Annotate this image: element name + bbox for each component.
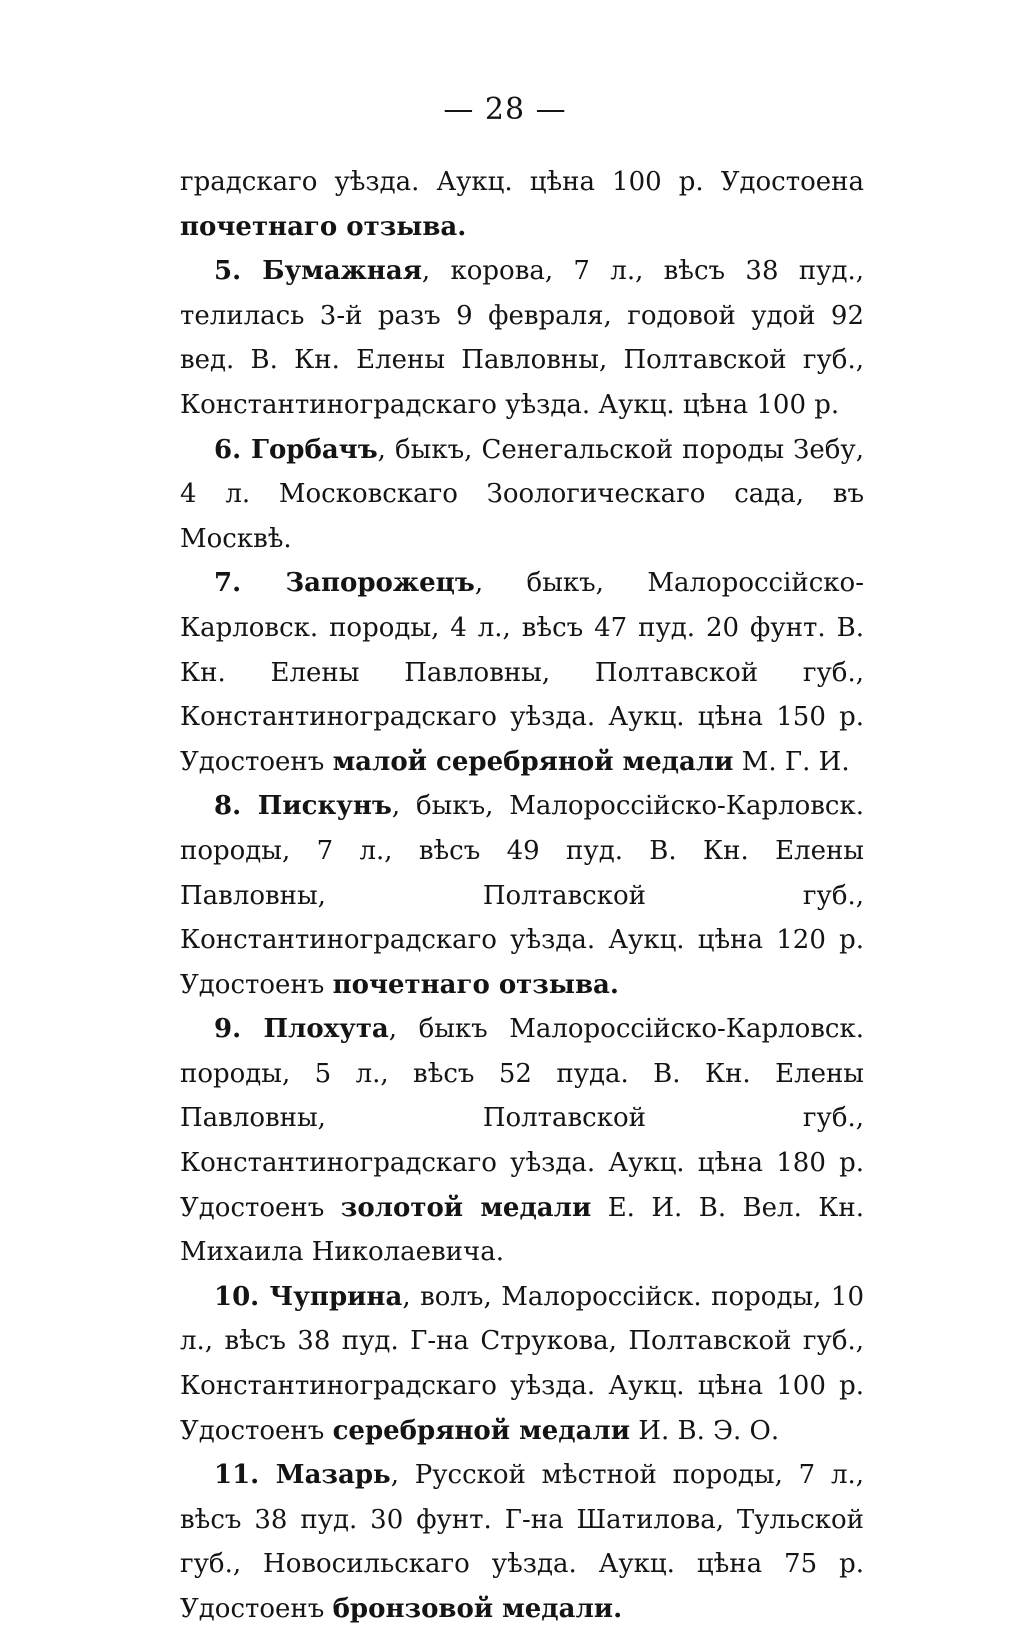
entry-number: 7. (214, 568, 286, 599)
catalog-text (180, 160, 864, 1632)
entry-award: почетнаго отзыва. (180, 211, 467, 242)
entry-7 (180, 561, 864, 784)
entry-text: , корова, 7 л., вѣсъ 38 пуд., телилась 3-й разъ 9 февраля, годовой удой 92 вед. В. Кн. Елены Павловны, Полтавской губ., Константиноградскаго уѣзда. Аукц. цѣна 100 р. (180, 256, 864, 420)
entry-text: М. Г. И. (733, 746, 850, 777)
entry-text: градскаго уѣзда. Аукц. цѣна 100 р. Удостоена (180, 167, 864, 197)
entry-name: Горбачъ (251, 434, 378, 465)
entry-number: 10. (214, 1281, 270, 1312)
entry-award: серебряной медали (332, 1415, 631, 1446)
entry-number: 11. (214, 1460, 276, 1491)
entry-9 (180, 1007, 864, 1275)
entry-number: 5. (214, 256, 263, 287)
entry-text: , быкъ, Малороссійско-Карловск. породы, 4 л., вѣсъ 47 пуд. 20 фунт. В. Кн. Елены Павловны, Полтавской губ., Константиноградскаго уѣзда. Аукц. цѣна 150 р. Удостоенъ (180, 568, 864, 777)
entry-number: 6. (214, 434, 252, 465)
entry-text: , быкъ, Сенегальской породы Зебу, 4 л. Московскаго Зоологическаго сада, въ Москвѣ. (180, 434, 864, 554)
entry-6 (180, 428, 864, 562)
entry-number: 9. (214, 1014, 264, 1045)
entry-name: Запорожецъ (285, 568, 475, 599)
entry-11 (180, 1453, 864, 1631)
entry-name: Плохута (263, 1014, 389, 1045)
page-number: — 28 — (443, 92, 567, 127)
entry-name: Пискунъ (257, 791, 392, 822)
entry-name: Бумажная (262, 256, 422, 287)
entry-award: золотой медали (340, 1192, 592, 1223)
entry-8 (180, 784, 864, 1007)
entry-award: малой серебряной медали (332, 746, 734, 777)
entry-text: Е. И. В. Вел. Кн. Михаила Николаевича. (180, 1192, 864, 1268)
entry-text: , волъ, Малороссійск. породы, 10 л., вѣсъ 38 пуд. Г-на Струкова, Полтавской губ., Константиноградскаго уѣзда. Аукц. цѣна 100 р. Удостоенъ (180, 1281, 865, 1446)
entry-continuation (180, 160, 864, 249)
entry-text: , Русской мѣстной породы, 7 л., вѣсъ 38 пуд. 30 фунт. Г-на Шатилова, Тульской губ., Новосильскаго уѣзда. Аукц. цѣна 75 р. Удостоенъ (180, 1460, 864, 1624)
entry-text: И. В. Э. О. (630, 1415, 780, 1446)
entry-award: почетнаго отзыва. (332, 969, 619, 1000)
entry-5 (180, 249, 864, 427)
entry-10 (180, 1275, 864, 1453)
entry-name: Мазарь (275, 1460, 391, 1491)
entry-name: Чуприна (269, 1281, 403, 1312)
entry-text: , быкъ, Малороссійско-Карловск. породы, 7 л., вѣсъ 49 пуд. В. Кн. Елены Павловны, Полтавской губ., Константиноградскаго уѣзда. Аукц. цѣна 120 р. Удостоенъ (180, 791, 864, 1000)
entry-number: 8. (214, 791, 258, 822)
entry-text: , быкъ Малороссійско-Карловск. породы, 5 л., вѣсъ 52 пуда. В. Кн. Елены Павловны, Полтавской губ., Константиноградскаго уѣзда. Аукц. цѣна 180 р. Удостоенъ (180, 1014, 864, 1223)
entry-award: бронзовой медали. (332, 1594, 623, 1624)
